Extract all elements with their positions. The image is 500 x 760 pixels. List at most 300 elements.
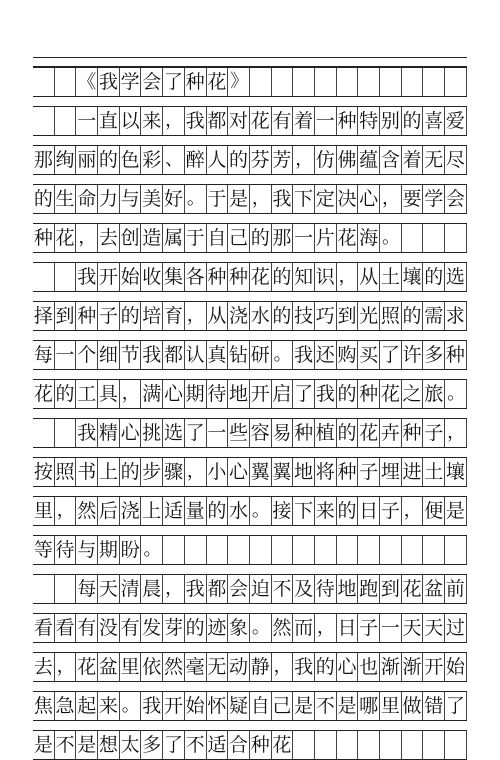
grid-cell: 合 (228, 730, 250, 760)
grid-cell: 蕴 (358, 145, 380, 175)
grid-cell: 的 (272, 301, 294, 331)
grid-cell: 各 (185, 262, 207, 292)
grid-cell: 一 (293, 223, 315, 253)
grid-cell: 培 (141, 301, 163, 331)
grid-cell: 个 (76, 340, 98, 370)
row-rule-bottom (33, 720, 467, 721)
grid-cell: 着 (293, 106, 315, 136)
grid-cell: 不 (55, 730, 77, 760)
grid-cell: 浇 (120, 496, 142, 526)
grid-cell: 动 (228, 652, 250, 682)
grid-cell: 些 (228, 418, 250, 448)
grid-cell: 土 (380, 262, 402, 292)
grid-cell: 别 (380, 106, 402, 136)
grid-cell: ， (185, 457, 207, 487)
grid-cell: 待 (315, 574, 337, 604)
grid-cell: 花 (55, 223, 77, 253)
grid-cell: 适 (207, 730, 229, 760)
grid-row (33, 106, 467, 136)
grid-cell: 学 (120, 67, 142, 97)
grid-cell (55, 262, 77, 292)
grid-cell: 种 (445, 340, 467, 370)
grid-cell: 的 (337, 379, 359, 409)
grid-cell: 精 (98, 418, 120, 448)
row-rule-bottom (33, 408, 467, 409)
grid-cell: 迹 (207, 613, 229, 643)
grid-cell: 还 (315, 340, 337, 370)
grid-cell: 种 (293, 418, 315, 448)
grid-cell: 了 (380, 340, 402, 370)
grid-cell: 。 (141, 535, 163, 565)
grid-cell: 地 (337, 574, 359, 604)
grid-row (33, 67, 467, 97)
grid-cell (315, 67, 337, 97)
grid-cell: 无 (207, 652, 229, 682)
grid-cell: 花 (250, 106, 272, 136)
row-rule-bottom (33, 525, 467, 526)
grid-cell: 识 (315, 262, 337, 292)
grid-cell: 后 (98, 496, 120, 526)
grid-cell: 迫 (250, 574, 272, 604)
grid-cell: 决 (337, 184, 359, 214)
grid-cell: 花 (402, 574, 424, 604)
row-rule-top (33, 106, 467, 107)
grid-cell: 花 (358, 418, 380, 448)
grid-row (33, 730, 467, 760)
grid-cell: 发 (141, 613, 163, 643)
grid-cell: 花 (250, 262, 272, 292)
grid-cell: 始 (445, 652, 467, 682)
grid-cell: 那 (33, 145, 55, 175)
row-rule-top (33, 496, 467, 497)
grid-row (33, 652, 467, 682)
grid-cell: 土 (423, 457, 445, 487)
grid-cell: 自 (207, 223, 229, 253)
grid-cell: 购 (337, 340, 359, 370)
grid-cell: 满 (141, 379, 163, 409)
grid-row (33, 574, 467, 604)
grid-cell: 了 (293, 379, 315, 409)
grid-cell: 与 (76, 535, 98, 565)
grid-cell: 买 (358, 340, 380, 370)
grid-cell (250, 67, 272, 97)
grid-cell: 心 (228, 457, 250, 487)
grid-cell: 我 (141, 340, 163, 370)
row-rule-top (33, 457, 467, 458)
grid-cell (272, 535, 294, 565)
grid-cell: 是 (337, 691, 359, 721)
grid-cell: 细 (98, 340, 120, 370)
grid-cell: 丽 (76, 145, 98, 175)
grid-cell (445, 535, 467, 565)
grid-cell: 的 (250, 223, 272, 253)
grid-cell: 人 (207, 145, 229, 175)
grid-cell: 绚 (55, 145, 77, 175)
row-rule-top (33, 145, 467, 146)
row-rule-bottom (33, 681, 467, 682)
grid-cell: 等 (33, 535, 55, 565)
grid-cell: 错 (423, 691, 445, 721)
grid-row (33, 535, 467, 565)
grid-cell (315, 535, 337, 565)
grid-cell: 。 (445, 379, 467, 409)
grid-cell: 我 (76, 262, 98, 292)
grid-cell: 会 (228, 574, 250, 604)
grid-cell (380, 67, 402, 97)
row-rule-bottom (33, 135, 467, 136)
sheet-top-border (33, 57, 467, 67)
grid-cell: 每 (76, 574, 98, 604)
grid-row (33, 379, 467, 409)
grid-cell: 易 (272, 418, 294, 448)
grid-cell: 集 (163, 262, 185, 292)
grid-cell: 去 (98, 223, 120, 253)
grid-cell: 特 (358, 106, 380, 136)
row-rule-bottom (33, 96, 467, 97)
grid-cell: 的 (185, 613, 207, 643)
grid-cell: 都 (207, 106, 229, 136)
grid-cell: 上 (98, 457, 120, 487)
grid-row (33, 340, 467, 370)
row-rule-top (33, 379, 467, 380)
grid-cell: 、 (163, 145, 185, 175)
grid-cell: 量 (185, 496, 207, 526)
grid-cell: 一 (207, 418, 229, 448)
grid-cell: 花 (207, 67, 229, 97)
grid-cell: 了 (163, 67, 185, 97)
grid-cell: 子 (358, 457, 380, 487)
grid-cell: 片 (315, 223, 337, 253)
grid-cell: 旅 (423, 379, 445, 409)
grid-cell: 的 (337, 496, 359, 526)
grid-cell: 开 (250, 379, 272, 409)
grid-cell: 仿 (315, 145, 337, 175)
grid-cell: 是 (228, 184, 250, 214)
grid-cell: 我 (98, 67, 120, 97)
grid-row (33, 418, 467, 448)
grid-cell: 定 (315, 184, 337, 214)
grid-cell: 象 (228, 613, 250, 643)
grid-cell: 将 (315, 457, 337, 487)
grid-cell: 工 (76, 379, 98, 409)
row-rule-bottom (33, 330, 467, 331)
grid-cell: 的 (98, 145, 120, 175)
grid-cell: 从 (207, 301, 229, 331)
grid-row (33, 184, 467, 214)
grid-cell: 做 (402, 691, 424, 721)
grid-row (33, 691, 467, 721)
grid-cell (423, 223, 445, 253)
grid-cell: 里 (120, 652, 142, 682)
grid-cell (55, 418, 77, 448)
grid-cell (272, 67, 294, 97)
grid-cell: 美 (141, 184, 163, 214)
grid-cell (445, 223, 467, 253)
grid-cell: 的 (402, 301, 424, 331)
grid-cell: 芳 (272, 145, 294, 175)
grid-cell: 造 (141, 223, 163, 253)
grid-cell: 研 (250, 340, 272, 370)
grid-cell: 己 (228, 223, 250, 253)
grid-cell: 子 (358, 613, 380, 643)
grid-cell: 上 (141, 496, 163, 526)
grid-cell: 然 (76, 496, 98, 526)
grid-cell: ， (315, 613, 337, 643)
grid-cell: 具 (98, 379, 120, 409)
grid-cell: 一 (76, 106, 98, 136)
grid-cell: 了 (185, 418, 207, 448)
grid-cell: 壤 (402, 262, 424, 292)
grid-cell: 心 (358, 184, 380, 214)
grid-cell: 看 (33, 613, 55, 643)
grid-cell: 《 (76, 67, 98, 97)
grid-cell: 我 (141, 691, 163, 721)
grid-cell: 植 (315, 418, 337, 448)
grid-cell (228, 535, 250, 565)
grid-cell: 进 (402, 457, 424, 487)
grid-cell: 的 (272, 262, 294, 292)
grid-cell: 去 (33, 652, 55, 682)
grid-cell (445, 730, 467, 760)
grid-cell: 了 (445, 691, 467, 721)
grid-cell (33, 574, 55, 604)
grid-cell: 择 (33, 301, 55, 331)
grid-cell: 也 (358, 652, 380, 682)
grid-cell: 之 (402, 379, 424, 409)
grid-cell: 花 (33, 379, 55, 409)
grid-cell: ， (402, 496, 424, 526)
grid-cell: 种 (358, 379, 380, 409)
grid-cell: 了 (163, 730, 185, 760)
grid-cell (315, 730, 337, 760)
grid-cell: 巧 (315, 301, 337, 331)
row-rule-top (33, 67, 467, 68)
grid-cell: 起 (76, 691, 98, 721)
grid-cell: 无 (423, 145, 445, 175)
grid-cell: 的 (120, 301, 142, 331)
row-rule-top (33, 262, 467, 263)
grid-cell: 焦 (33, 691, 55, 721)
grid-cell (380, 730, 402, 760)
grid-cell: 》 (228, 67, 250, 97)
grid-cell: 是 (76, 730, 98, 760)
grid-cell: 海 (358, 223, 380, 253)
grid-cell: 心 (337, 652, 359, 682)
grid-row (33, 145, 467, 175)
grid-cell: 我 (76, 418, 98, 448)
grid-cell: 。 (250, 496, 272, 526)
grid-cell: 始 (120, 262, 142, 292)
grid-cell: 我 (293, 652, 315, 682)
grid-cell: 种 (337, 106, 359, 136)
row-rule-top (33, 184, 467, 185)
row-rule-bottom (33, 603, 467, 604)
grid-cell: 选 (445, 262, 467, 292)
grid-cell: 是 (33, 730, 55, 760)
grid-cell: 看 (55, 613, 77, 643)
grid-cell (337, 730, 359, 760)
grid-cell (337, 535, 359, 565)
grid-cell: 挑 (141, 418, 163, 448)
grid-cell (358, 535, 380, 565)
grid-cell (207, 535, 229, 565)
grid-row (33, 262, 467, 292)
grid-cell: 水 (250, 301, 272, 331)
grid-cell: 没 (98, 613, 120, 643)
grid-cell: 种 (76, 301, 98, 331)
row-rule-bottom (33, 642, 467, 643)
grid-cell: 尽 (445, 145, 467, 175)
grid-cell: 太 (120, 730, 142, 760)
grid-cell (402, 223, 424, 253)
grid-cell: 种 (250, 730, 272, 760)
grid-cell: 然 (163, 652, 185, 682)
grid-cell: 以 (120, 106, 142, 136)
grid-cell: 从 (358, 262, 380, 292)
grid-row (33, 613, 467, 643)
grid-cell: 及 (293, 574, 315, 604)
row-rule-top (33, 223, 467, 224)
grid-cell (358, 730, 380, 760)
grid-cell: 然 (272, 613, 294, 643)
grid-cell (250, 535, 272, 565)
grid-cell: 下 (293, 496, 315, 526)
grid-cell: ， (163, 106, 185, 136)
grid-cell: 不 (185, 730, 207, 760)
grid-cell: 的 (228, 145, 250, 175)
grid-cell: 节 (120, 340, 142, 370)
grid-cell: 子 (423, 418, 445, 448)
grid-cell: 照 (380, 301, 402, 331)
grid-cell: 于 (207, 184, 229, 214)
grid-cell: 开 (423, 652, 445, 682)
grid-cell: 照 (55, 457, 77, 487)
grid-cell: 种 (228, 262, 250, 292)
grid-cell: 种 (185, 67, 207, 97)
grid-cell: 待 (207, 379, 229, 409)
grid-cell (423, 67, 445, 97)
grid-cell: 而 (293, 613, 315, 643)
grid-cell: 我 (315, 379, 337, 409)
grid-cell: 小 (207, 457, 229, 487)
grid-cell: 是 (293, 691, 315, 721)
row-rule-top (33, 691, 467, 692)
grid-cell: ， (445, 418, 467, 448)
grid-cell: 是 (445, 496, 467, 526)
grid-cell: 花 (272, 730, 294, 760)
grid-cell: 心 (163, 379, 185, 409)
grid-cell (402, 535, 424, 565)
grid-cell (33, 262, 55, 292)
grid-cell: 。 (380, 223, 402, 253)
grid-cell: 我 (185, 574, 207, 604)
grid-cell: 爱 (445, 106, 467, 136)
grid-cell: 浇 (228, 301, 250, 331)
grid-cell: 种 (207, 262, 229, 292)
grid-cell: 里 (380, 691, 402, 721)
grid-cell (33, 67, 55, 97)
grid-cell: 。 (250, 613, 272, 643)
grid-cell: 便 (423, 496, 445, 526)
essay-sheet (33, 57, 467, 756)
row-rule-top (33, 340, 467, 341)
grid-cell: 天 (98, 574, 120, 604)
grid-cell: 会 (445, 184, 467, 214)
grid-cell: 生 (55, 184, 77, 214)
grid-cell: 芬 (250, 145, 272, 175)
row-rule-bottom (33, 369, 467, 370)
grid-cell: 认 (185, 340, 207, 370)
grid-cell (380, 535, 402, 565)
grid-cell: 前 (445, 574, 467, 604)
grid-row (33, 457, 467, 487)
grid-cell: 到 (55, 301, 77, 331)
grid-cell: 需 (423, 301, 445, 331)
row-rule-top (33, 301, 467, 302)
grid-cell: ， (185, 301, 207, 331)
grid-cell (293, 67, 315, 97)
grid-cell: 的 (120, 457, 142, 487)
grid-cell: 跑 (358, 574, 380, 604)
grid-cell: 开 (163, 691, 185, 721)
grid-cell: 壤 (445, 457, 467, 487)
grid-cell: 都 (163, 340, 185, 370)
grid-cell: 依 (141, 652, 163, 682)
grid-cell: 求 (445, 301, 467, 331)
row-rule-bottom (33, 447, 467, 448)
grid-cell: 一 (380, 613, 402, 643)
grid-cell: 急 (55, 691, 77, 721)
grid-cell (423, 535, 445, 565)
grid-cell: ， (55, 496, 77, 526)
grid-cell: 种 (33, 223, 55, 253)
grid-cell: 。 (120, 691, 142, 721)
row-rule-bottom (33, 174, 467, 175)
grid-cell: 有 (120, 613, 142, 643)
grid-cell: 日 (358, 496, 380, 526)
grid-cell: 有 (76, 613, 98, 643)
grid-cell: ， (380, 184, 402, 214)
grid-cell: 书 (76, 457, 98, 487)
grid-cell (55, 106, 77, 136)
grid-cell: 与 (120, 184, 142, 214)
row-rule-top (33, 535, 467, 536)
grid-cell (33, 106, 55, 136)
grid-cell: 色 (120, 145, 142, 175)
grid-cell: 开 (98, 262, 120, 292)
grid-cell: 的 (33, 184, 55, 214)
grid-cell: 许 (402, 340, 424, 370)
row-rule-bottom (33, 252, 467, 253)
grid-cell (423, 730, 445, 760)
grid-cell: 里 (33, 496, 55, 526)
grid-cell: 哪 (358, 691, 380, 721)
grid-cell: 的 (402, 106, 424, 136)
grid-cell: 收 (141, 262, 163, 292)
grid-row (33, 301, 467, 331)
grid-cell: ， (163, 574, 185, 604)
grid-cell: 学 (423, 184, 445, 214)
grid-cell: 直 (98, 106, 120, 136)
grid-cell: 怀 (207, 691, 229, 721)
grid-cell (163, 535, 185, 565)
grid-cell: 喜 (423, 106, 445, 136)
grid-cell: 我 (272, 184, 294, 214)
grid-cell: 日 (337, 613, 359, 643)
grid-cell: ， (76, 223, 98, 253)
grid-cell (337, 67, 359, 97)
grid-cell: 期 (185, 379, 207, 409)
